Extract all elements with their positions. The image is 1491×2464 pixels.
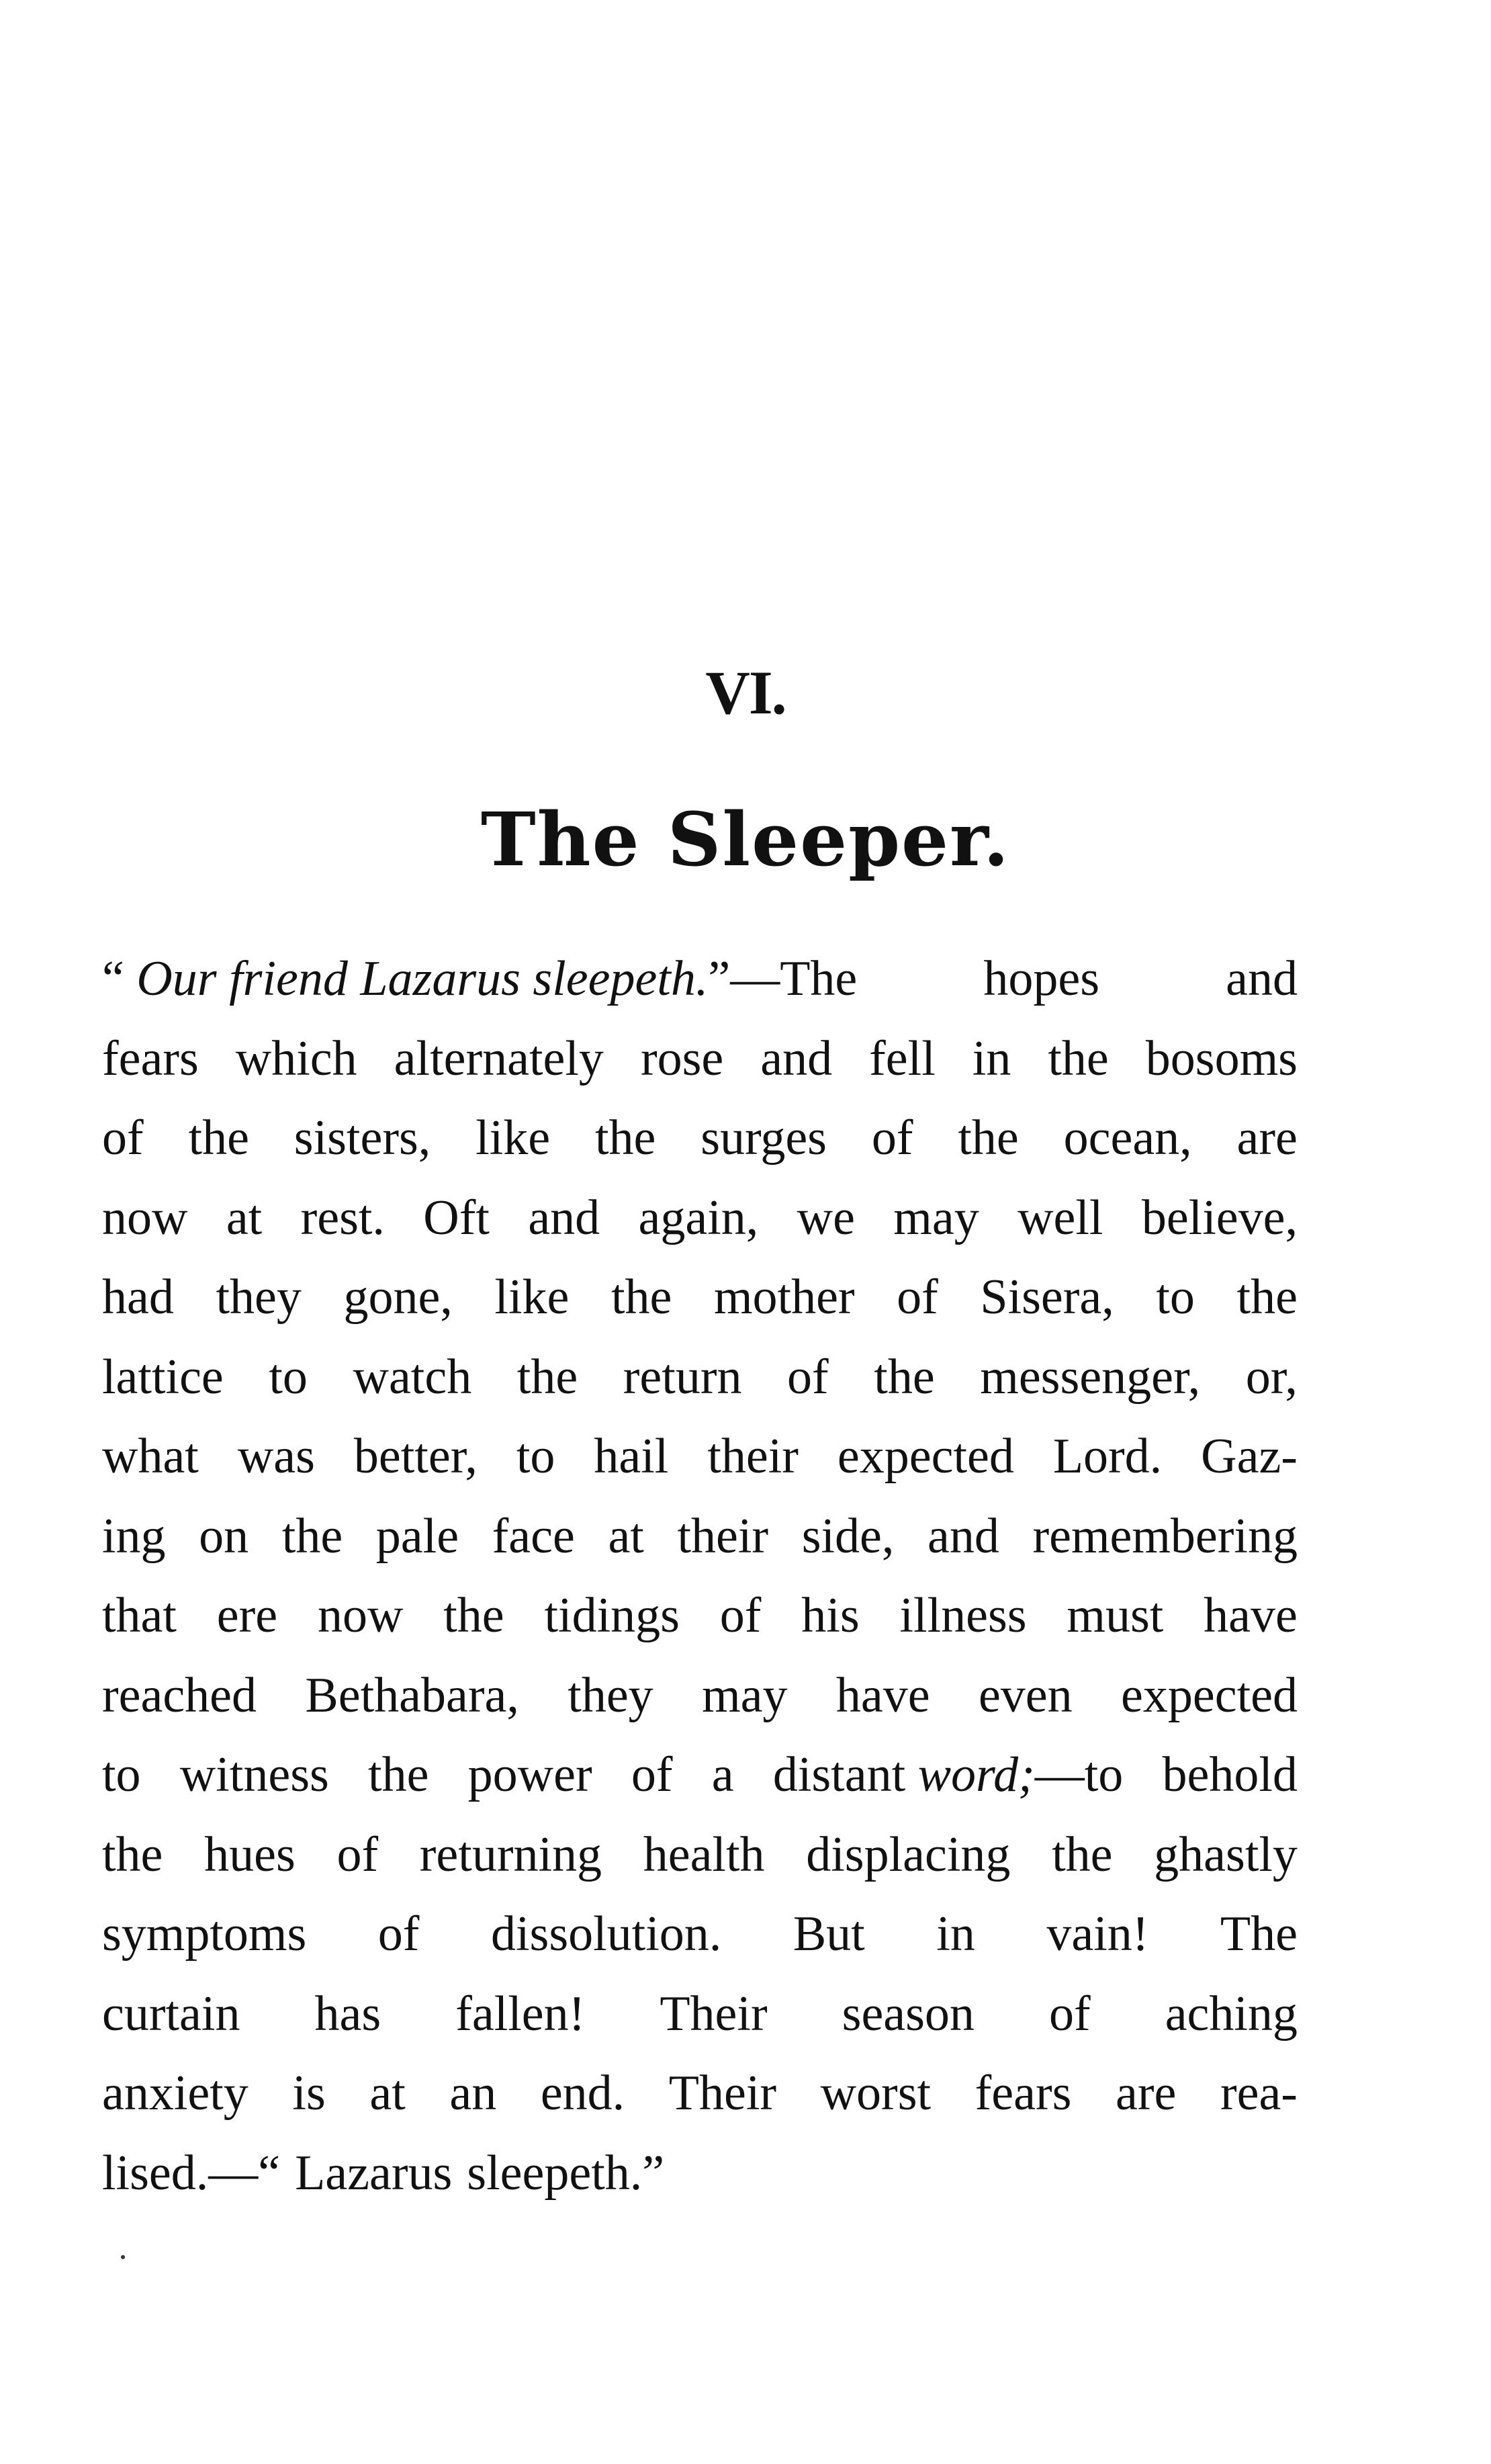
word: their: [707, 1429, 799, 1484]
text-line: [102, 1508, 1298, 1588]
word: to: [102, 1747, 141, 1802]
word: and: [928, 1508, 999, 1564]
word: mother: [713, 1270, 855, 1325]
word: the: [1236, 1270, 1298, 1325]
text-line: [102, 1269, 1298, 1349]
text-line: [102, 1747, 1298, 1827]
word: But: [793, 1906, 865, 1962]
word: Bethabara,: [305, 1667, 519, 1723]
word: rest.: [300, 1190, 385, 1245]
word: distant: [772, 1747, 906, 1802]
word: reached: [102, 1667, 257, 1723]
word: lised.—“: [102, 2145, 281, 2201]
word: remembering: [1032, 1508, 1298, 1564]
word: better,: [353, 1429, 478, 1484]
word: in: [936, 1906, 975, 1962]
word: like: [494, 1270, 570, 1325]
word: on: [199, 1508, 249, 1564]
word: hail: [594, 1429, 669, 1484]
word: had: [102, 1270, 174, 1325]
word: at: [226, 1190, 263, 1245]
opening-quotation: [102, 951, 857, 1008]
ink-speck: [121, 2255, 125, 2259]
word: Oft: [423, 1190, 490, 1245]
word: the: [102, 1827, 163, 1882]
word: again,: [638, 1190, 759, 1245]
word: and: [1226, 951, 1298, 1006]
word: that: [102, 1588, 177, 1643]
word: the: [368, 1747, 429, 1802]
chapter-number: VI.: [705, 658, 786, 727]
word: fell: [869, 1030, 936, 1086]
open-quote-mark: “: [102, 951, 124, 1006]
word: of: [871, 1110, 913, 1165]
text-line: [102, 1667, 1298, 1747]
word: like: [476, 1110, 551, 1165]
word: believe,: [1141, 1190, 1298, 1245]
word: sleepeth.”: [467, 2145, 665, 2201]
text-line: [102, 1827, 1298, 1906]
word: are: [1116, 2066, 1177, 2121]
word: surges: [701, 1110, 827, 1165]
word: they: [568, 1667, 653, 1723]
word: the: [188, 1110, 249, 1165]
word: —to: [1034, 1747, 1124, 1802]
word: end.: [540, 2066, 625, 2121]
word: returning: [419, 1827, 602, 1882]
chapter-body: [102, 951, 1298, 2224]
word: anxiety: [102, 2066, 248, 2121]
word: Lord.: [1052, 1429, 1163, 1484]
word: rea-: [1220, 2066, 1298, 2121]
text-line: [102, 1349, 1298, 1429]
word: of: [897, 1270, 938, 1325]
text-line: [102, 1587, 1298, 1667]
word: expected: [837, 1429, 1014, 1484]
word: —The: [730, 951, 858, 1006]
word: may: [893, 1190, 979, 1245]
word: was: [237, 1429, 315, 1484]
word: tidings: [544, 1588, 680, 1643]
word: the: [443, 1588, 504, 1643]
text-line: [102, 2145, 1298, 2225]
word: expected: [1121, 1667, 1298, 1723]
word: may: [702, 1667, 788, 1723]
text-line: [102, 1986, 1298, 2066]
word: well: [1018, 1190, 1103, 1245]
word: and: [760, 1030, 833, 1086]
word: vain!: [1046, 1906, 1149, 1962]
word: ocean,: [1063, 1110, 1192, 1165]
word: ing: [102, 1508, 166, 1564]
word: ere: [216, 1588, 278, 1643]
word: of: [631, 1747, 673, 1802]
word: Their: [660, 1986, 768, 2041]
text-line: [102, 1110, 1298, 1190]
word: the: [594, 1110, 656, 1165]
word: or,: [1245, 1349, 1298, 1405]
word: Lazarus: [295, 2145, 453, 2201]
word: of: [1048, 1986, 1091, 2041]
word: to: [269, 1349, 308, 1405]
word: of: [787, 1349, 829, 1405]
word: of: [377, 1906, 420, 1962]
word: rose: [640, 1030, 724, 1086]
word: must: [1067, 1588, 1164, 1643]
word: symptoms: [102, 1906, 307, 1962]
word: the: [611, 1270, 672, 1325]
word: in: [972, 1030, 1011, 1086]
word: hues: [204, 1827, 296, 1882]
word: bosoms: [1145, 1030, 1298, 1086]
chapter-title: The Sleeper.: [480, 796, 1011, 883]
word: return: [623, 1349, 742, 1405]
word: aching: [1165, 1986, 1298, 2041]
word: the: [281, 1508, 343, 1564]
word: even: [978, 1667, 1073, 1723]
word: Gaz-: [1201, 1429, 1298, 1484]
word: curtain: [102, 1986, 240, 2041]
word: dissolution.: [490, 1906, 722, 1962]
word: the: [1048, 1030, 1109, 1086]
word: have: [835, 1667, 930, 1723]
word: their: [677, 1508, 769, 1564]
word: behold: [1162, 1747, 1298, 1802]
word: and: [528, 1190, 600, 1245]
word: they: [216, 1270, 302, 1325]
word: which: [235, 1030, 357, 1086]
word: lattice: [102, 1349, 224, 1405]
word: fallen!: [455, 1986, 586, 2041]
word: season: [842, 1986, 975, 2041]
word: we: [797, 1190, 855, 1245]
word: witness: [179, 1747, 329, 1802]
word: has: [314, 1986, 381, 2041]
word: the: [874, 1349, 935, 1405]
word: of: [102, 1110, 144, 1165]
word: fears: [102, 1030, 199, 1086]
quoted-verse: Our friend Lazarus sleepeth.: [136, 951, 709, 1006]
word: messenger,: [980, 1349, 1201, 1405]
word: worst: [820, 2066, 932, 2121]
word: illness: [899, 1588, 1027, 1643]
word: ghastly: [1154, 1827, 1298, 1882]
text-line: [102, 1190, 1298, 1270]
word: his: [801, 1588, 860, 1643]
word: sisters,: [293, 1110, 431, 1165]
word: face: [492, 1508, 575, 1564]
word: the: [516, 1349, 578, 1405]
text-line: [102, 2065, 1298, 2145]
word: the: [1052, 1827, 1113, 1882]
word: a: [711, 1747, 734, 1802]
text-line: [102, 1030, 1298, 1110]
word: side,: [801, 1508, 895, 1564]
word: to: [1156, 1270, 1195, 1325]
word: alternately: [394, 1030, 604, 1086]
word: watch: [353, 1349, 472, 1405]
word: gone,: [343, 1270, 453, 1325]
close-quote-mark: ”: [708, 951, 731, 1006]
word: displacing: [806, 1827, 1011, 1882]
text-line: [102, 1428, 1298, 1508]
word: Their: [668, 2066, 777, 2121]
word: power: [467, 1747, 592, 1802]
word: at: [608, 1508, 644, 1564]
text-line: [102, 951, 1298, 1030]
word: The: [1220, 1906, 1298, 1962]
word: at: [369, 2066, 406, 2121]
word: to: [516, 1429, 555, 1484]
word: are: [1236, 1110, 1298, 1165]
italic-word: word;: [917, 1747, 1035, 1802]
word: fears: [975, 2066, 1072, 2121]
word: health: [643, 1827, 765, 1882]
text-line: [102, 1906, 1298, 1986]
word: of: [719, 1588, 762, 1643]
word: hopes: [983, 951, 1100, 1006]
word: of: [336, 1827, 379, 1882]
word: is: [292, 2066, 326, 2121]
word: pale: [375, 1508, 459, 1564]
word: now: [317, 1588, 404, 1643]
word: an: [449, 2066, 497, 2121]
word: what: [102, 1429, 199, 1484]
word: Sisera,: [980, 1270, 1114, 1325]
word: have: [1204, 1588, 1298, 1643]
word: now: [102, 1190, 188, 1245]
word: the: [958, 1110, 1019, 1165]
word-group: [773, 1747, 1123, 1804]
